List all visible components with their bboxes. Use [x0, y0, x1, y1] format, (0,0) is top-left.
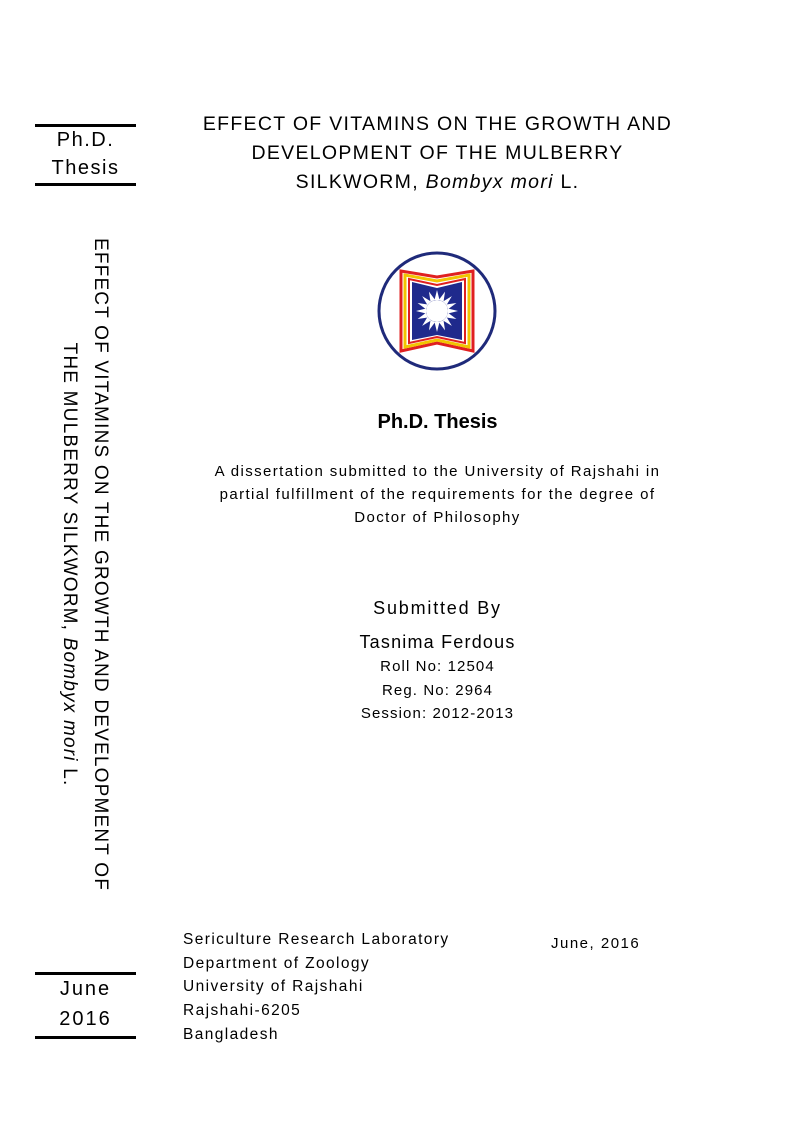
university-logo-icon — [377, 251, 497, 371]
title-line3 — [185, 168, 690, 197]
spine-vertical-title — [52, 232, 116, 897]
dissertation-line: A dissertation submitted to the University of Rajshahi in — [214, 463, 661, 480]
phd-thesis-heading: Ph.D. Thesis — [377, 411, 498, 433]
spine-label-month: June — [59, 978, 112, 1000]
spine-title-line2 — [54, 232, 85, 897]
spine-bottom-rule-upper — [35, 972, 136, 975]
dissertation-statement — [175, 460, 700, 529]
title-line2: DEVELOPMENT OF THE MULBERRY — [251, 142, 624, 164]
session: Session: 2012-2013 — [360, 705, 515, 722]
address-line: Bangladesh — [183, 1025, 279, 1043]
submission-date: June, 2016 — [551, 935, 641, 952]
address-line: Rajshahi-6205 — [183, 1002, 302, 1020]
spine-label-thesis: Thesis — [51, 157, 120, 179]
registration-number: Reg. No: 2964 — [381, 682, 494, 699]
institution-address — [183, 928, 513, 1047]
author-name: Tasnima Ferdous — [359, 632, 516, 652]
spine-top-rule-upper — [35, 124, 136, 127]
title-line3-prefix: SILKWORM, — [295, 171, 419, 193]
dissertation-line: Doctor of Philosophy — [354, 509, 521, 526]
title-line1: EFFECT OF VITAMINS ON THE GROWTH AND — [202, 113, 673, 135]
title-species: Bombyx mori — [425, 171, 554, 193]
spine-label-year: 2016 — [59, 1008, 112, 1030]
spine-title-line2-prefix: THE MULBERRY SILKWORM, — [59, 342, 80, 632]
spine-label-phd: Ph.D. — [56, 129, 115, 151]
spine-title-line1: EFFECT OF VITAMINS ON THE GROWTH AND DEVELOPMENT OF — [90, 237, 111, 892]
logo-sun — [416, 290, 458, 332]
dissertation-line: partial fulfillment of the requirements for the degree of — [219, 486, 656, 503]
roll-number: Roll No: 12504 — [380, 658, 495, 675]
spine-top-rule-lower — [35, 183, 136, 186]
address-line: Sericulture Research Laboratory — [183, 931, 450, 948]
spine-title-line2-suffix: L. — [59, 768, 80, 787]
spine-title-species: Bombyx mori — [59, 637, 80, 762]
title-line3-suffix: L. — [560, 171, 580, 193]
thesis-title — [185, 110, 690, 197]
spine-bottom-rule-lower — [35, 1036, 136, 1039]
address-line: Department of Zoology — [183, 954, 371, 972]
address-line: University of Rajshahi — [183, 978, 364, 996]
submitted-by-label: Submitted By — [373, 598, 502, 618]
